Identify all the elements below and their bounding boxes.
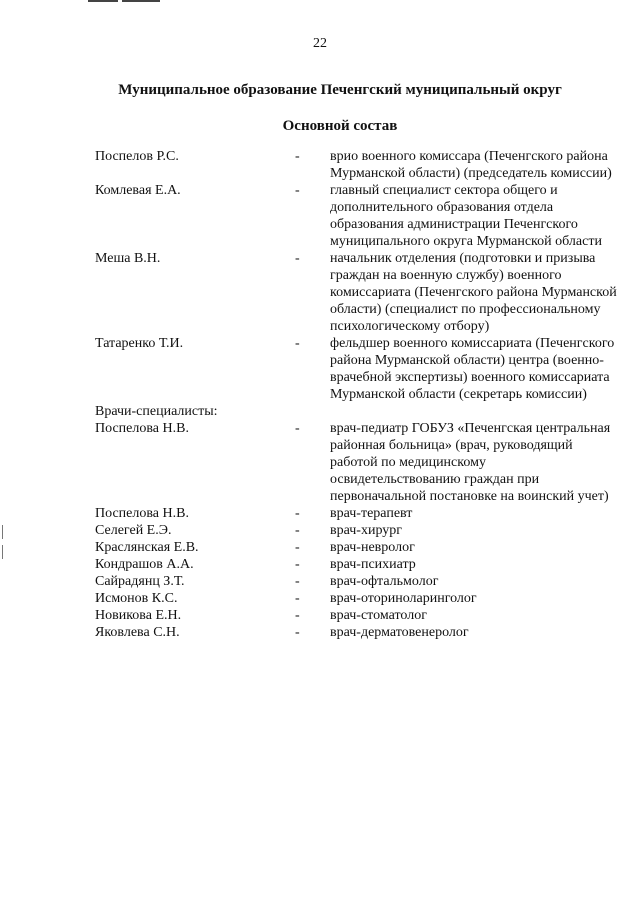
member-role: врач-психиатр xyxy=(330,557,416,572)
member-name: Поспелов Р.С. xyxy=(95,149,179,164)
member-row xyxy=(95,420,625,505)
scan-edge-mark xyxy=(2,525,3,539)
scan-artifact-line xyxy=(88,0,118,2)
member-row xyxy=(95,522,625,539)
section-heading: Основной состав xyxy=(282,118,398,134)
member-role: врач-терапевт xyxy=(330,506,413,521)
member-role: врач-педиатр ГОБУЗ «Печенгская центральная районная больница» (врач, руководящий работой по медицинскому освидетельствованию граждан при первоначальной постановке на воинский учет) xyxy=(330,421,611,504)
member-row xyxy=(95,539,625,556)
dash-separator: - xyxy=(295,421,300,436)
dash-separator: - xyxy=(295,183,300,198)
dash-separator: - xyxy=(295,625,300,640)
member-row xyxy=(95,505,625,522)
member-role: главный специалист сектора общего и дополнительного образования отдела образования администрации Печенгского муниципального округа Мурманской области xyxy=(330,183,602,249)
member-row xyxy=(95,182,625,250)
member-row xyxy=(95,556,625,573)
dash-separator: - xyxy=(295,608,300,623)
member-row xyxy=(95,590,625,607)
member-name: Меша В.Н. xyxy=(95,251,161,266)
member-name: Сайрадянц З.Т. xyxy=(95,574,185,589)
member-row xyxy=(95,624,625,641)
member-role: фельдшер военного комиссариата (Печенгского района Мурманской области) центра (военно-врачебной экспертизы) военного комиссариата Мурманской области (секретарь комиссии) xyxy=(330,336,615,402)
member-name: Яковлева С.Н. xyxy=(95,625,180,640)
dash-separator: - xyxy=(295,591,300,606)
member-role: врач-стоматолог xyxy=(330,608,427,623)
specialists-label: Врачи-специалисты: xyxy=(95,404,218,419)
document-heading: Муниципальное образование Печенгский муниципальный округ xyxy=(118,82,562,98)
member-row xyxy=(95,250,625,335)
dash-separator: - xyxy=(295,574,300,589)
dash-separator: - xyxy=(295,149,300,164)
dash-separator: - xyxy=(295,336,300,351)
doctors-list xyxy=(95,420,625,641)
member-role: врач-дерматовенеролог xyxy=(330,625,469,640)
member-row xyxy=(95,148,625,182)
dash-separator: - xyxy=(295,523,300,538)
dash-separator: - xyxy=(295,557,300,572)
member-role: начальник отделения (подготовки и призыва граждан на военную службу) военного комиссариата (Печенгского района Мурманской области) (специалист по профессиональному психологическому отбору) xyxy=(330,251,617,334)
member-role: врач-оториноларинголог xyxy=(330,591,477,606)
member-name: Краслянская Е.В. xyxy=(95,540,199,555)
scan-artifact-line xyxy=(122,0,160,2)
main-members-list xyxy=(95,148,625,403)
member-name: Кондрашов А.А. xyxy=(95,557,194,572)
member-name: Селегей Е.Э. xyxy=(95,523,172,538)
member-role: врач-офтальмолог xyxy=(330,574,439,589)
member-name: Исмонов К.С. xyxy=(95,591,178,606)
page-number: 22 xyxy=(313,36,327,51)
commission-roster xyxy=(95,148,625,641)
member-name: Татаренко Т.И. xyxy=(95,336,184,351)
dash-separator: - xyxy=(295,540,300,555)
member-name: Комлевая Е.А. xyxy=(95,183,181,198)
scan-edge-mark xyxy=(2,545,3,559)
member-row xyxy=(95,573,625,590)
member-name: Новикова Е.Н. xyxy=(95,608,182,623)
member-name: Поспелова Н.В. xyxy=(95,506,189,521)
dash-separator: - xyxy=(295,251,300,266)
member-name: Поспелова Н.В. xyxy=(95,421,189,436)
member-role: врач-невролог xyxy=(330,540,415,555)
member-role: врач-хирург xyxy=(330,523,403,538)
member-role: врио военного комиссара (Печенгского района Мурманской области) (председатель комиссии) xyxy=(330,149,612,181)
member-row xyxy=(95,335,625,403)
dash-separator: - xyxy=(295,506,300,521)
member-row xyxy=(95,607,625,624)
